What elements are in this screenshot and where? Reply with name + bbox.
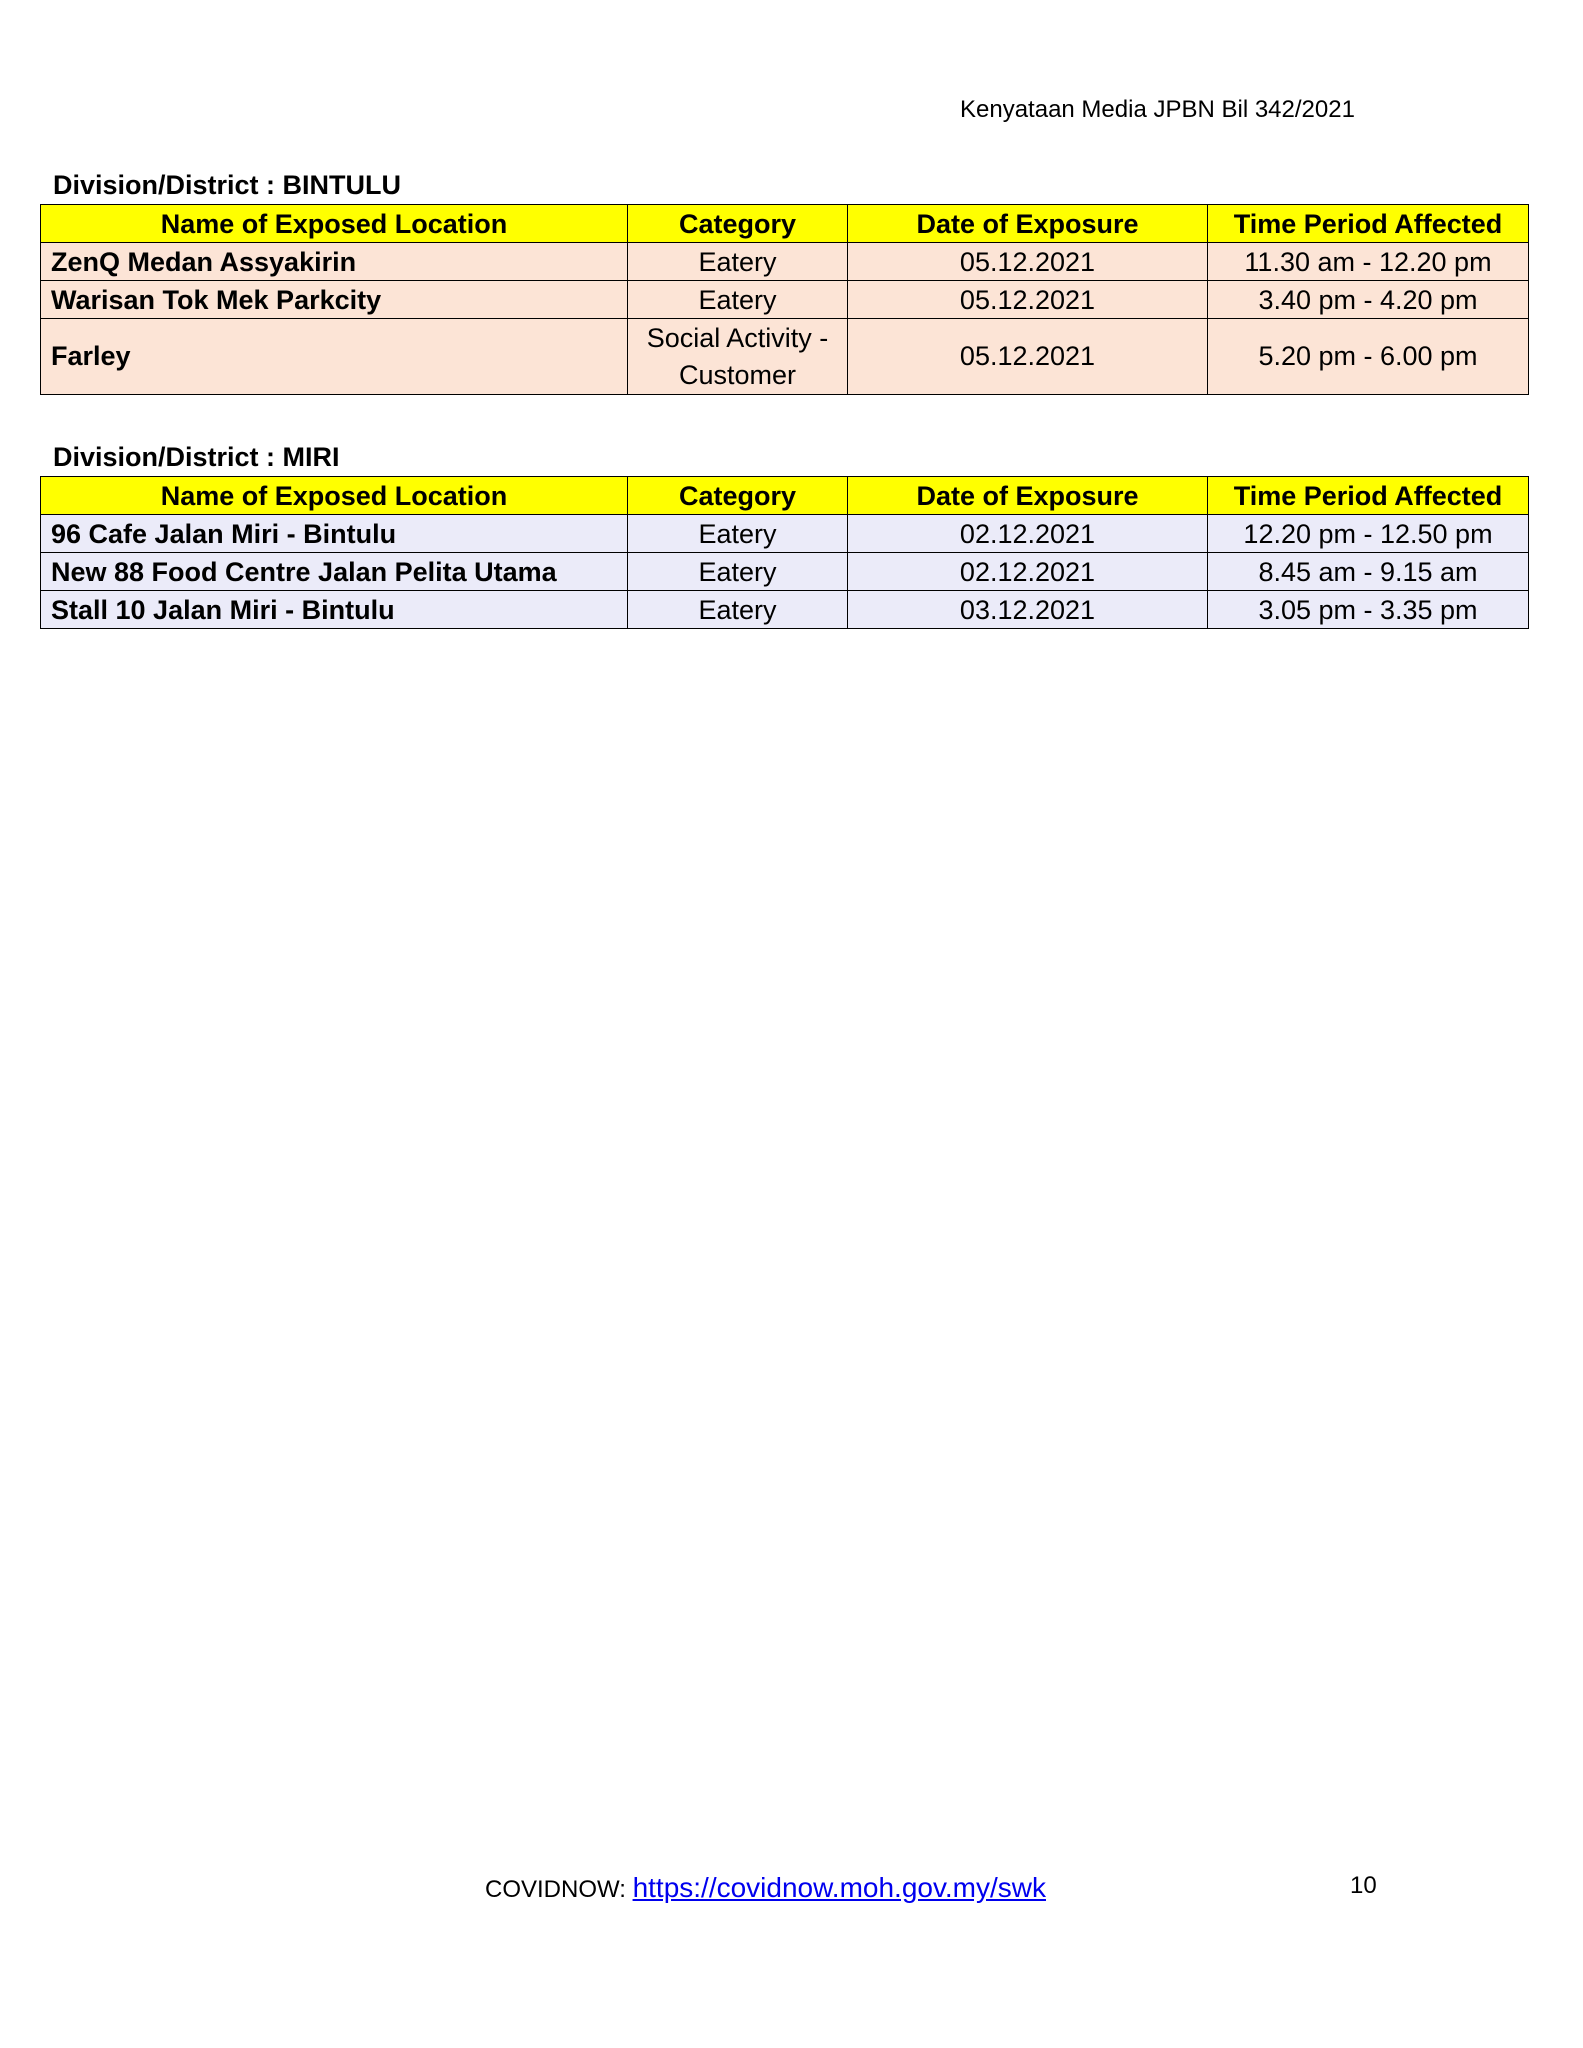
- location-name: Stall 10 Jalan Miri - Bintulu: [41, 591, 628, 629]
- exposure-date: 02.12.2021: [848, 515, 1208, 553]
- exposure-table-bintulu: [40, 204, 1529, 395]
- column-header-category: Category: [628, 477, 848, 515]
- table-row: [41, 319, 1529, 395]
- exposure-date: 05.12.2021: [848, 281, 1208, 319]
- column-header-name: Name of Exposed Location: [41, 477, 628, 515]
- exposure-date: 02.12.2021: [848, 553, 1208, 591]
- table-header-row: [41, 205, 1529, 243]
- time-period: 12.20 pm - 12.50 pm: [1208, 515, 1529, 553]
- location-name: 96 Cafe Jalan Miri - Bintulu: [41, 515, 628, 553]
- location-category: Eatery: [628, 553, 848, 591]
- division-label-miri: Division/District : MIRI: [53, 442, 340, 472]
- division-label-bintulu: Division/District : BINTULU: [53, 170, 402, 200]
- covidnow-link[interactable]: https://covidnow.moh.gov.my/swk: [632, 1872, 1046, 1903]
- time-period: 3.05 pm - 3.35 pm: [1208, 591, 1529, 629]
- column-header-date: Date of Exposure: [848, 205, 1208, 243]
- location-name: New 88 Food Centre Jalan Pelita Utama: [41, 553, 628, 591]
- location-category: Eatery: [628, 515, 848, 553]
- time-period: 8.45 am - 9.15 am: [1208, 553, 1529, 591]
- exposure-table-miri: [40, 476, 1529, 629]
- exposure-date: 03.12.2021: [848, 591, 1208, 629]
- table-row: [41, 553, 1529, 591]
- media-statement-reference: Kenyataan Media JPBN Bil 342/2021: [960, 96, 1355, 123]
- location-category: Eatery: [628, 281, 848, 319]
- column-header-date: Date of Exposure: [848, 477, 1208, 515]
- location-name: Warisan Tok Mek Parkcity: [41, 281, 628, 319]
- table-row: [41, 243, 1529, 281]
- column-header-name: Name of Exposed Location: [41, 205, 628, 243]
- table-row: [41, 281, 1529, 319]
- location-name: ZenQ Medan Assyakirin: [41, 243, 628, 281]
- table-row: [41, 515, 1529, 553]
- footer-prefix: COVIDNOW:: [485, 1876, 633, 1903]
- column-header-time: Time Period Affected: [1208, 205, 1529, 243]
- location-name: Farley: [41, 319, 628, 395]
- time-period: 11.30 am - 12.20 pm: [1208, 243, 1529, 281]
- exposure-date: 05.12.2021: [848, 243, 1208, 281]
- location-category: Eatery: [628, 591, 848, 629]
- exposure-date: 05.12.2021: [848, 319, 1208, 395]
- location-category: Social Activity - Customer: [628, 319, 848, 395]
- location-category: Eatery: [628, 243, 848, 281]
- table-header-row: [41, 477, 1529, 515]
- page-footer: [485, 1872, 1046, 1904]
- page-number: 10: [1350, 1872, 1377, 1899]
- table-row: [41, 591, 1529, 629]
- column-header-time: Time Period Affected: [1208, 477, 1529, 515]
- time-period: 5.20 pm - 6.00 pm: [1208, 319, 1529, 395]
- time-period: 3.40 pm - 4.20 pm: [1208, 281, 1529, 319]
- column-header-category: Category: [628, 205, 848, 243]
